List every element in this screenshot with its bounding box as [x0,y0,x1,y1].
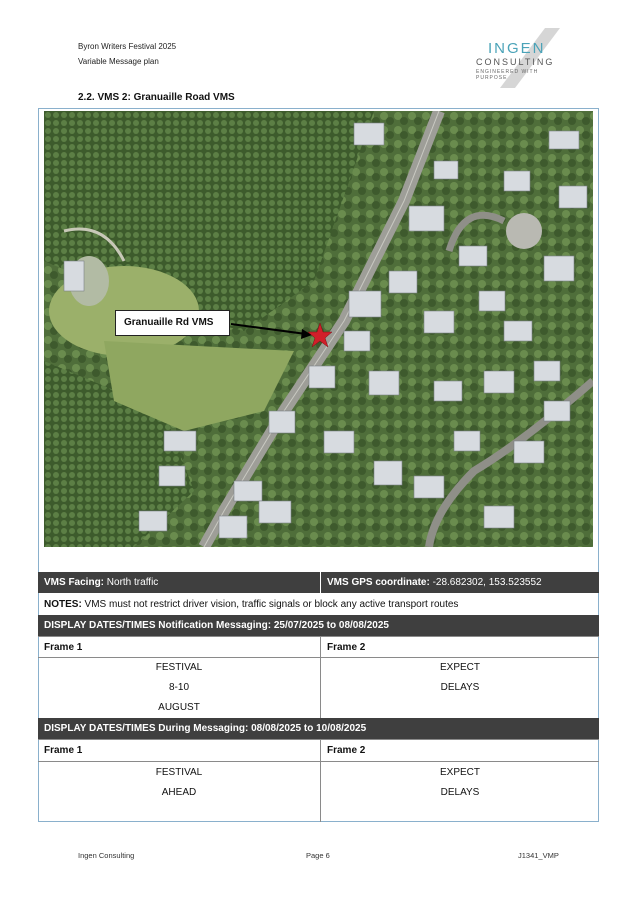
gps-cell [320,572,599,593]
during-frame1-line: FESTIVAL [155,767,203,778]
notification-frame2 [320,658,599,718]
logo-tagline: ENGINEERED WITH PURPOSE [476,69,539,81]
notification-frame2-line: DELAYS [440,682,480,693]
during-frames-row [38,761,599,822]
footer-company: Ingen Consulting [78,851,135,860]
facing-label: VMS Facing: [44,577,105,588]
facing-value: North traffic [104,577,159,588]
during-frame1 [38,762,320,822]
logo-sub: CONSULTING [476,57,555,67]
during-frame2-line: DELAYS [440,787,480,798]
facing-cell [38,572,320,593]
notification-frame1-label: Frame 1 [44,641,83,653]
during-frame1-label: Frame 1 [44,745,83,756]
notes-row [38,593,599,615]
notification-frame-labels-row [38,636,599,657]
star-icon [307,322,333,348]
document-title: Byron Writers Festival 2025 [78,42,177,51]
during-frame1-line: AHEAD [161,787,197,798]
notification-frame1-line: 8-10 [168,682,189,693]
notification-frame2-line: EXPECT [439,662,480,673]
map-callout-label: Granuaille Rd VMS [115,310,230,336]
footer-document-code: J1341_VMP [518,851,559,860]
during-frame2-line: EXPECT [439,767,480,778]
during-frame-labels-row [38,739,599,761]
gps-label: VMS GPS coordinate: [327,577,430,588]
during-heading: DISPLAY DATES/TIMES During Messaging: 08/08/2025 to 10/08/2025 [44,723,367,734]
notification-frames-row [38,657,599,718]
company-logo [470,28,570,88]
notification-frame1 [38,658,320,718]
notes-cell [38,593,599,615]
notification-heading-row [38,615,599,636]
notification-frame1-line: FESTIVAL [155,662,203,673]
notification-heading: DISPLAY DATES/TIMES Notification Messaging: 25/07/2025 to 08/08/2025 [44,620,389,631]
footer-page-number: Page 6 [306,851,330,860]
notes-label: NOTES: [44,598,82,610]
notes-value: VMS must not restrict driver vision, traffic signals or block any active transport routes [81,598,459,610]
logo-brand: INGEN [488,40,546,57]
gps-value: -28.682302, 153.523552 [429,577,542,588]
facing-gps-row [38,572,599,593]
notification-frame1-line: AUGUST [158,702,200,713]
section-title: 2.2. VMS 2: Granuaille Road VMS [78,92,235,103]
during-frame2-label: Frame 2 [320,740,599,761]
notification-frame2-label: Frame 2 [320,637,599,657]
during-heading-row [38,718,599,739]
document-subtitle: Variable Message plan [78,57,159,66]
during-frame2 [320,762,599,822]
